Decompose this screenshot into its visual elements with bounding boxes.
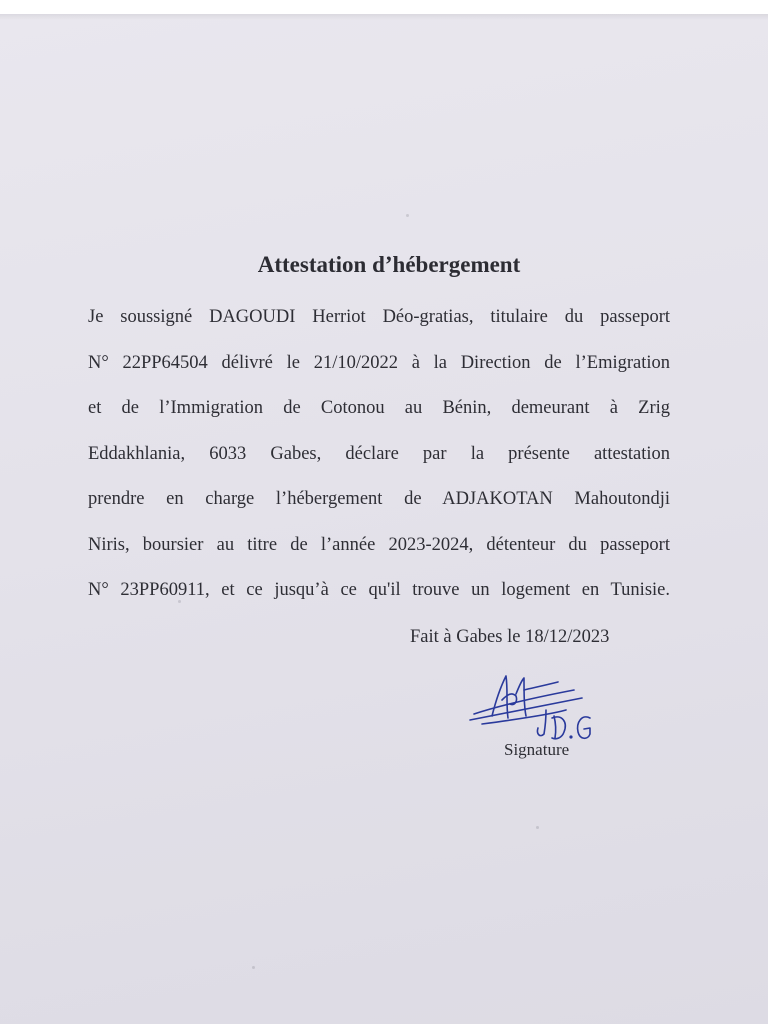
paper-speck [406, 214, 409, 217]
paper-speck [536, 826, 539, 829]
paper-speck [252, 966, 255, 969]
paragraph-line: Eddakhlania, 6033 Gabes, déclare par la présente attestation [88, 443, 670, 464]
signature-block [462, 670, 622, 770]
document-title: Attestation d’hébergement [257, 252, 521, 277]
paragraph-line: N° 23PP60911, et ce jusqu’à ce qu'il trouve un logement en Tunisie. [88, 580, 670, 600]
paragraph-line: Niris, boursier au titre de l’année 2023-2024, détenteur du passeport [88, 534, 670, 555]
signature-label: Signature [504, 740, 570, 759]
paragraph-line: et de l’Immigration de Cotonou au Bénin, demeurant à Zrig [88, 398, 670, 418]
attestation-paragraph [88, 302, 670, 621]
paper-speck [178, 600, 181, 603]
place-and-date: Fait à Gabes le 18/12/2023 [410, 627, 610, 647]
paragraph-line: prendre en charge l’hébergement de ADJAKOTAN Mahoutondji [88, 489, 670, 509]
paragraph-line: Je soussigné DAGOUDI Herriot Déo-gratias, titulaire du passeport [88, 307, 670, 327]
paragraph-line: N° 22PP64504 délivré le 21/10/2022 à la Direction de l’Emigration [88, 352, 670, 373]
paper-edge-shadow [0, 14, 768, 20]
signature-initials [546, 710, 606, 744]
